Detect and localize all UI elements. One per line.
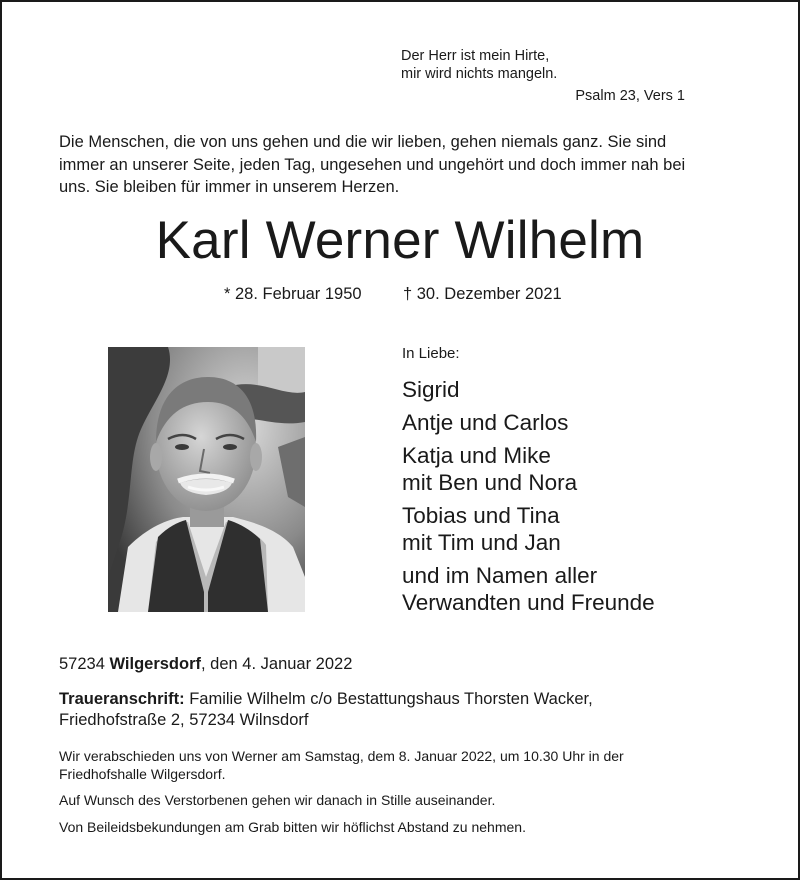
intro-line-1: Die Menschen, die von uns gehen und die wir lieben, gehen niemals ganz. Sie sind <box>59 133 667 151</box>
intro-text <box>59 131 749 199</box>
condolence-note: Von Beileidsbekundungen am Grab bitten wir höflichst Abstand zu nehmen. <box>59 819 526 835</box>
funeral-note-line-1: Wir verabschieden uns von Werner am Samstag, dem 8. Januar 2022, um 10.30 Uhr in der <box>59 748 624 764</box>
mourner-line: Sigrid <box>402 377 460 402</box>
mourners-list <box>402 344 655 622</box>
death-date: † 30. Dezember 2021 <box>403 285 562 303</box>
mourner-line: mit Ben und Nora <box>402 470 578 495</box>
mourner-entry <box>402 562 655 616</box>
deceased-name: Karl Werner Wilhelm <box>155 211 645 270</box>
psalm-reference: Psalm 23, Vers 1 <box>575 88 685 104</box>
notice-date: , den 4. Januar 2022 <box>201 655 353 673</box>
mourner-line: und im Namen aller <box>402 563 598 588</box>
portrait-photo <box>108 347 305 612</box>
psalm-line-1: Der Herr ist mein Hirte, <box>401 48 550 64</box>
mourner-entry <box>402 502 655 556</box>
funeral-note <box>59 747 624 783</box>
mourner-line: mit Tim und Jan <box>402 530 561 555</box>
mourner-line: Katja und Mike <box>402 443 551 468</box>
in-love-label: In Liebe: <box>402 345 460 362</box>
mourner-entry <box>402 409 655 436</box>
intro-line-2: immer an unserer Seite, jeden Tag, ungesehen und ungehört und doch immer nah bei <box>59 155 686 174</box>
mourner-entry <box>402 442 655 496</box>
psalm-quote <box>401 47 557 83</box>
address-line-2: Friedhofstraße 2, 57234 Wilnsdorf <box>59 711 309 729</box>
mourning-address <box>59 689 593 731</box>
mourner-line: Verwandten und Freunde <box>402 590 655 615</box>
mourner-entry <box>402 376 655 403</box>
psalm-line-2: mir wird nichts mangeln. <box>401 66 558 82</box>
silence-note: Auf Wunsch des Verstorbenen gehen wir danach in Stille auseinander. <box>59 792 496 808</box>
mourner-line: Antje und Carlos <box>402 410 569 435</box>
address-label: Traueranschrift: <box>59 690 185 708</box>
intro-line-3: uns. Sie bleiben für immer in unserem Herzen. <box>59 178 400 196</box>
town-name: Wilgersdorf <box>109 655 202 673</box>
address-line-1: Familie Wilhelm c/o Bestattungshaus Thorsten Wacker, <box>184 690 593 708</box>
postal-code: 57234 <box>59 655 105 673</box>
mourner-line: Tobias und Tina <box>402 503 560 528</box>
birth-date: * 28. Februar 1950 <box>224 285 362 303</box>
funeral-note-line-2: Friedhofshalle Wilgersdorf. <box>59 766 226 782</box>
place-and-date <box>59 654 352 675</box>
